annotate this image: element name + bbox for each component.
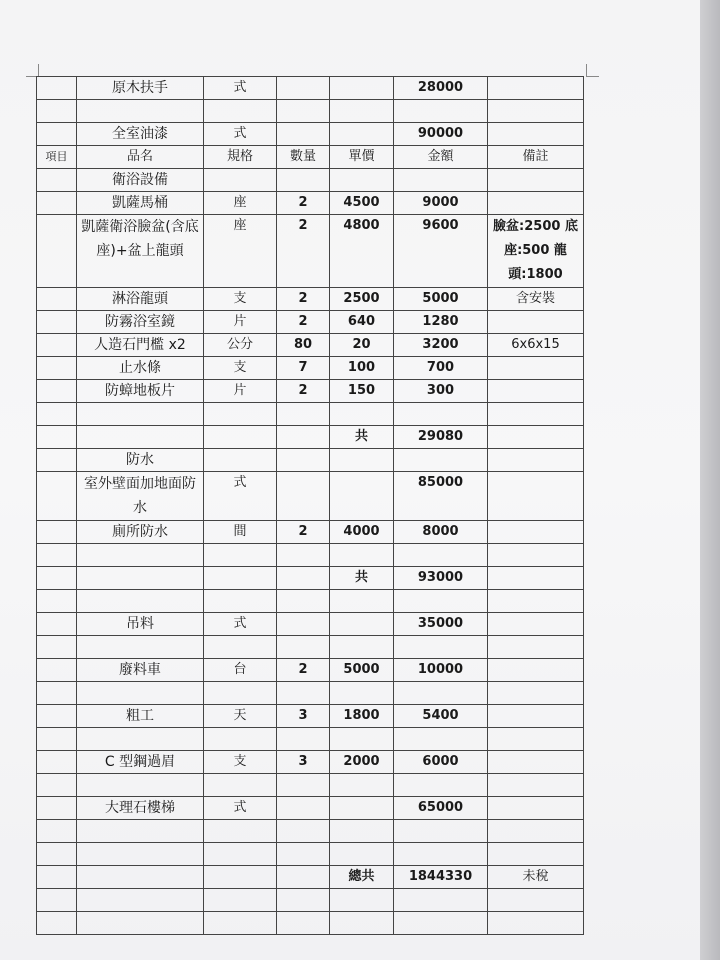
qty-cell[interactable] [277,820,330,843]
name-cell[interactable]: 防霧浴室鏡 [77,311,204,334]
table-row [37,820,584,843]
spec-cell[interactable]: 式 [204,123,277,146]
price-cell[interactable] [330,889,394,912]
item-cell[interactable] [37,613,77,636]
table-row [37,774,584,797]
amount-cell[interactable] [394,169,488,192]
spec-cell[interactable] [204,567,277,590]
price-cell[interactable]: 2500 [330,288,394,311]
amount-cell[interactable]: 5000 [394,288,488,311]
spec-cell[interactable] [204,403,277,426]
qty-cell[interactable] [277,774,330,797]
qty-cell[interactable] [277,636,330,659]
table-header-row [37,146,584,169]
amount-cell[interactable]: 85000 [394,472,488,521]
amount-cell[interactable]: 8000 [394,521,488,544]
note-cell[interactable] [488,682,584,705]
name-cell[interactable] [77,889,204,912]
name-cell[interactable]: C 型鋼過眉 [77,751,204,774]
table-row [37,357,584,380]
price-cell[interactable] [330,77,394,100]
item-cell[interactable] [37,774,77,797]
spec-cell[interactable] [204,426,277,449]
price-cell[interactable] [330,544,394,567]
note-cell[interactable] [488,100,584,123]
spec-cell[interactable]: 座 [204,215,277,288]
price-cell[interactable]: 20 [330,334,394,357]
table-row [37,866,584,889]
item-cell[interactable] [37,192,77,215]
quotation-table[interactable] [36,76,584,935]
table-row [37,843,584,866]
price-cell[interactable] [330,403,394,426]
amount-cell[interactable] [394,100,488,123]
price-cell[interactable] [330,843,394,866]
header-cell-note[interactable]: 備註 [488,146,584,169]
header-cell-price[interactable]: 單價 [330,146,394,169]
qty-cell[interactable]: 2 [277,659,330,682]
item-cell[interactable] [37,820,77,843]
header-cell-name[interactable]: 品名 [77,146,204,169]
item-cell[interactable] [37,544,77,567]
item-cell[interactable] [37,843,77,866]
note-cell[interactable] [488,123,584,146]
amount-cell[interactable] [394,403,488,426]
header-cell-spec[interactable]: 規格 [204,146,277,169]
item-cell[interactable] [37,682,77,705]
name-cell[interactable]: 全室油漆 [77,123,204,146]
note-cell[interactable] [488,820,584,843]
amount-cell[interactable] [394,590,488,613]
note-cell[interactable] [488,567,584,590]
note-cell[interactable] [488,613,584,636]
name-cell[interactable] [77,567,204,590]
spec-cell[interactable]: 公分 [204,334,277,357]
amount-cell[interactable] [394,449,488,472]
note-cell[interactable] [488,912,584,935]
price-cell[interactable]: 共 [330,426,394,449]
price-cell[interactable] [330,774,394,797]
name-cell[interactable]: 淋浴龍頭 [77,288,204,311]
spec-cell[interactable]: 座 [204,192,277,215]
qty-cell[interactable]: 80 [277,334,330,357]
name-cell[interactable]: 凱薩馬桶 [77,192,204,215]
name-cell[interactable]: 大理石樓梯 [77,797,204,820]
amount-cell[interactable]: 28000 [394,77,488,100]
price-cell[interactable]: 2000 [330,751,394,774]
price-cell[interactable] [330,100,394,123]
note-cell[interactable] [488,544,584,567]
qty-cell[interactable]: 7 [277,357,330,380]
table-row [37,636,584,659]
item-cell[interactable] [37,426,77,449]
table-row [37,705,584,728]
note-cell[interactable] [488,521,584,544]
table-row [37,797,584,820]
amount-cell[interactable] [394,912,488,935]
qty-cell[interactable] [277,728,330,751]
price-cell[interactable]: 4500 [330,192,394,215]
spec-cell[interactable] [204,820,277,843]
item-cell[interactable] [37,357,77,380]
note-cell[interactable] [488,728,584,751]
item-cell[interactable] [37,169,77,192]
note-cell[interactable] [488,659,584,682]
spec-cell[interactable] [204,912,277,935]
table-row [37,889,584,912]
spec-cell[interactable] [204,774,277,797]
item-cell[interactable] [37,100,77,123]
table-row [37,215,584,288]
amount-cell[interactable]: 90000 [394,123,488,146]
table-row [37,123,584,146]
spec-cell[interactable]: 式 [204,77,277,100]
price-cell[interactable]: 總共 [330,866,394,889]
spec-cell[interactable]: 式 [204,472,277,521]
qty-cell[interactable]: 2 [277,288,330,311]
table-row [37,613,584,636]
price-cell[interactable] [330,472,394,521]
price-cell[interactable] [330,912,394,935]
price-cell[interactable] [330,636,394,659]
name-cell[interactable] [77,426,204,449]
name-cell[interactable] [77,728,204,751]
table-row [37,544,584,567]
amount-cell[interactable] [394,774,488,797]
qty-cell[interactable] [277,912,330,935]
price-cell[interactable]: 4800 [330,215,394,288]
amount-cell[interactable]: 93000 [394,567,488,590]
item-cell[interactable] [37,889,77,912]
item-cell[interactable] [37,567,77,590]
table-row [37,192,584,215]
table-row [37,311,584,334]
table-row [37,567,584,590]
amount-cell[interactable] [394,544,488,567]
name-cell[interactable] [77,636,204,659]
name-cell[interactable] [77,912,204,935]
qty-cell[interactable] [277,472,330,521]
note-cell[interactable] [488,751,584,774]
amount-cell[interactable]: 5400 [394,705,488,728]
window-edge [700,0,720,960]
qty-cell[interactable]: 2 [277,192,330,215]
amount-cell[interactable] [394,682,488,705]
price-cell[interactable] [330,123,394,146]
note-cell[interactable] [488,311,584,334]
name-cell[interactable] [77,774,204,797]
qty-cell[interactable] [277,403,330,426]
price-cell[interactable]: 640 [330,311,394,334]
spec-cell[interactable]: 天 [204,705,277,728]
spec-cell[interactable]: 支 [204,751,277,774]
item-cell[interactable] [37,751,77,774]
qty-cell[interactable] [277,169,330,192]
table-row [37,426,584,449]
amount-cell[interactable] [394,636,488,659]
qty-cell[interactable] [277,590,330,613]
price-cell[interactable] [330,797,394,820]
note-cell[interactable] [488,357,584,380]
note-cell[interactable] [488,843,584,866]
item-cell[interactable] [37,866,77,889]
name-cell[interactable] [77,820,204,843]
spec-cell[interactable]: 支 [204,357,277,380]
qty-cell[interactable] [277,567,330,590]
item-cell[interactable] [37,912,77,935]
qty-cell[interactable] [277,123,330,146]
amount-cell[interactable]: 9000 [394,192,488,215]
name-cell[interactable]: 廢料車 [77,659,204,682]
name-cell[interactable] [77,544,204,567]
name-cell[interactable] [77,100,204,123]
amount-cell[interactable]: 9600 [394,215,488,288]
note-cell[interactable]: 臉盆:2500 底座:500 龍頭:1800 [488,215,584,288]
table-body[interactable] [37,77,584,935]
table-row [37,288,584,311]
amount-cell[interactable] [394,728,488,751]
spec-cell[interactable] [204,866,277,889]
table-row [37,403,584,426]
qty-cell[interactable] [277,866,330,889]
header-cell-amount[interactable]: 金額 [394,146,488,169]
note-cell[interactable] [488,472,584,521]
spec-cell[interactable]: 台 [204,659,277,682]
note-cell[interactable] [488,705,584,728]
amount-cell[interactable]: 1844330 [394,866,488,889]
name-cell[interactable]: 衛浴設備 [77,169,204,192]
item-cell[interactable] [37,311,77,334]
qty-cell[interactable] [277,544,330,567]
price-cell[interactable] [330,820,394,843]
item-cell[interactable] [37,123,77,146]
price-cell[interactable]: 4000 [330,521,394,544]
qty-cell[interactable] [277,682,330,705]
qty-cell[interactable] [277,77,330,100]
name-cell[interactable] [77,866,204,889]
spec-cell[interactable]: 式 [204,613,277,636]
item-cell[interactable] [37,797,77,820]
table-row [37,728,584,751]
table-row [37,77,584,100]
spec-cell[interactable] [204,843,277,866]
spec-cell[interactable] [204,544,277,567]
qty-cell[interactable]: 2 [277,311,330,334]
price-cell[interactable]: 1800 [330,705,394,728]
note-cell[interactable] [488,380,584,403]
amount-cell[interactable]: 29080 [394,426,488,449]
note-cell[interactable] [488,403,584,426]
amount-cell[interactable]: 1280 [394,311,488,334]
qty-cell[interactable]: 3 [277,751,330,774]
amount-cell[interactable]: 35000 [394,613,488,636]
qty-cell[interactable] [277,843,330,866]
table-row [37,169,584,192]
note-cell[interactable] [488,169,584,192]
name-cell[interactable]: 防蟑地板片 [77,380,204,403]
table-row [37,449,584,472]
item-cell[interactable] [37,521,77,544]
amount-cell[interactable]: 65000 [394,797,488,820]
item-cell[interactable] [37,77,77,100]
table-row [37,380,584,403]
table-row [37,521,584,544]
table-row [37,472,584,521]
qty-cell[interactable] [277,100,330,123]
note-cell[interactable]: 未稅 [488,866,584,889]
name-cell[interactable] [77,590,204,613]
qty-cell[interactable] [277,889,330,912]
price-cell[interactable]: 5000 [330,659,394,682]
price-cell[interactable] [330,728,394,751]
price-cell[interactable] [330,682,394,705]
amount-cell[interactable]: 6000 [394,751,488,774]
item-cell[interactable] [37,380,77,403]
spec-cell[interactable]: 片 [204,380,277,403]
item-cell[interactable] [37,590,77,613]
margin-mark-right [586,64,599,77]
price-cell[interactable] [330,449,394,472]
qty-cell[interactable]: 2 [277,521,330,544]
price-cell[interactable] [330,169,394,192]
spec-cell[interactable]: 間 [204,521,277,544]
item-cell[interactable] [37,288,77,311]
name-cell[interactable]: 吊料 [77,613,204,636]
name-cell[interactable] [77,682,204,705]
name-cell[interactable] [77,403,204,426]
spec-cell[interactable] [204,449,277,472]
spec-cell[interactable]: 支 [204,288,277,311]
amount-cell[interactable] [394,820,488,843]
spec-cell[interactable] [204,728,277,751]
name-cell[interactable]: 室外壁面加地面防水 [77,472,204,521]
qty-cell[interactable]: 3 [277,705,330,728]
name-cell[interactable]: 止水條 [77,357,204,380]
price-cell[interactable]: 150 [330,380,394,403]
item-cell[interactable] [37,636,77,659]
table-row [37,334,584,357]
item-cell[interactable] [37,659,77,682]
name-cell[interactable]: 人造石門檻 x2 [77,334,204,357]
qty-cell[interactable] [277,449,330,472]
spec-cell[interactable] [204,100,277,123]
item-cell[interactable] [37,728,77,751]
amount-cell[interactable] [394,889,488,912]
spec-cell[interactable] [204,682,277,705]
note-cell[interactable]: 含安裝 [488,288,584,311]
price-cell[interactable] [330,613,394,636]
spec-cell[interactable] [204,169,277,192]
price-cell[interactable]: 共 [330,567,394,590]
amount-cell[interactable]: 3200 [394,334,488,357]
note-cell[interactable] [488,192,584,215]
spec-cell[interactable] [204,889,277,912]
note-cell[interactable] [488,426,584,449]
name-cell[interactable]: 粗工 [77,705,204,728]
table-row [37,590,584,613]
header-cell-qty[interactable]: 數量 [277,146,330,169]
name-cell[interactable]: 防水 [77,449,204,472]
note-cell[interactable] [488,774,584,797]
qty-cell[interactable] [277,613,330,636]
item-cell[interactable] [37,215,77,288]
amount-cell[interactable]: 300 [394,380,488,403]
name-cell[interactable] [77,843,204,866]
qty-cell[interactable] [277,426,330,449]
note-cell[interactable]: 6x6x15 [488,334,584,357]
note-cell[interactable] [488,636,584,659]
item-cell[interactable] [37,403,77,426]
item-cell[interactable] [37,449,77,472]
name-cell[interactable]: 凱薩衛浴臉盆(含底座)+盆上龍頭 [77,215,204,288]
name-cell[interactable]: 廁所防水 [77,521,204,544]
amount-cell[interactable]: 10000 [394,659,488,682]
price-cell[interactable]: 100 [330,357,394,380]
spec-cell[interactable]: 片 [204,311,277,334]
item-cell[interactable] [37,334,77,357]
item-cell[interactable] [37,472,77,521]
price-cell[interactable] [330,590,394,613]
note-cell[interactable] [488,77,584,100]
table-row [37,682,584,705]
qty-cell[interactable]: 2 [277,380,330,403]
table-row [37,100,584,123]
spec-cell[interactable] [204,636,277,659]
spec-cell[interactable]: 式 [204,797,277,820]
note-cell[interactable] [488,449,584,472]
spec-cell[interactable] [204,590,277,613]
table-row [37,912,584,935]
qty-cell[interactable] [277,797,330,820]
note-cell[interactable] [488,889,584,912]
header-cell-item[interactable]: 項目 [37,146,77,169]
note-cell[interactable] [488,797,584,820]
amount-cell[interactable]: 700 [394,357,488,380]
note-cell[interactable] [488,590,584,613]
table-row [37,751,584,774]
table-row [37,659,584,682]
qty-cell[interactable]: 2 [277,215,330,288]
name-cell[interactable]: 原木扶手 [77,77,204,100]
amount-cell[interactable] [394,843,488,866]
item-cell[interactable] [37,705,77,728]
